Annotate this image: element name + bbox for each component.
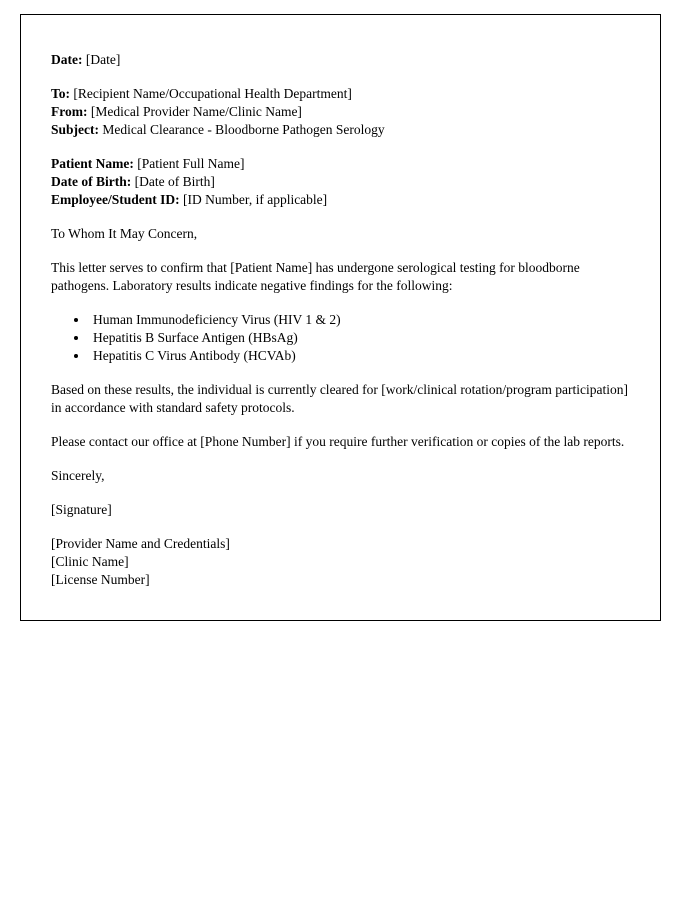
subject-line — [51, 121, 630, 139]
body-paragraph-2: Based on these results, the individual is currently cleared for [work/clinical rotation/program participation] in accordance with standard safety protocols. — [51, 382, 628, 415]
patient-name-label: Patient Name: — [51, 156, 134, 171]
from-value: [Medical Provider Name/Clinic Name] — [90, 104, 302, 119]
employee-id-value: [ID Number, if applicable] — [183, 192, 328, 207]
dob-line — [51, 173, 630, 191]
date-line — [51, 51, 630, 69]
bullet-hiv: • Human Immunodeficiency Virus (HIV 1 & 2) — [89, 311, 630, 329]
dob-value: [Date of Birth] — [134, 174, 215, 189]
bullet-hcvab: • Hepatitis C Virus Antibody (HCVAb) — [89, 347, 630, 365]
license-line: [License Number] — [51, 572, 150, 587]
signature-placeholder: [Signature] — [51, 502, 112, 517]
bullet-hbsag: • Hepatitis B Surface Antigen (HBsAg) — [89, 329, 630, 347]
date-label: Date: — [51, 52, 83, 67]
subject-label: Subject: — [51, 122, 99, 137]
to-line — [51, 85, 630, 103]
from-label: From: — [51, 104, 88, 119]
provider-line: [Provider Name and Credentials] — [51, 536, 230, 551]
serology-bullet-list — [51, 311, 630, 365]
employee-id-line — [51, 191, 630, 209]
salutation: To Whom It May Concern, — [51, 226, 198, 241]
to-value: [Recipient Name/Occupational Health Department] — [73, 86, 352, 101]
body-paragraph-3: Please contact our office at [Phone Number] if you require further verification or copies of the lab reports. — [51, 434, 625, 449]
to-label: To: — [51, 86, 71, 101]
date-value: [Date] — [85, 52, 121, 67]
body-paragraph-1: This letter serves to confirm that [Patient Name] has undergone serological testing for bloodborne pathogens. Laboratory results indicate negative findings for the following: — [51, 260, 580, 293]
patient-name-value: [Patient Full Name] — [137, 156, 245, 171]
from-line — [51, 103, 630, 121]
employee-id-label: Employee/Student ID: — [51, 192, 180, 207]
sign-off: Sincerely, — [51, 468, 105, 483]
clinic-line: [Clinic Name] — [51, 554, 129, 569]
patient-name-line — [51, 155, 630, 173]
subject-value: Medical Clearance - Bloodborne Pathogen Serology — [102, 122, 385, 137]
letter-document — [20, 14, 661, 621]
dob-label: Date of Birth: — [51, 174, 132, 189]
